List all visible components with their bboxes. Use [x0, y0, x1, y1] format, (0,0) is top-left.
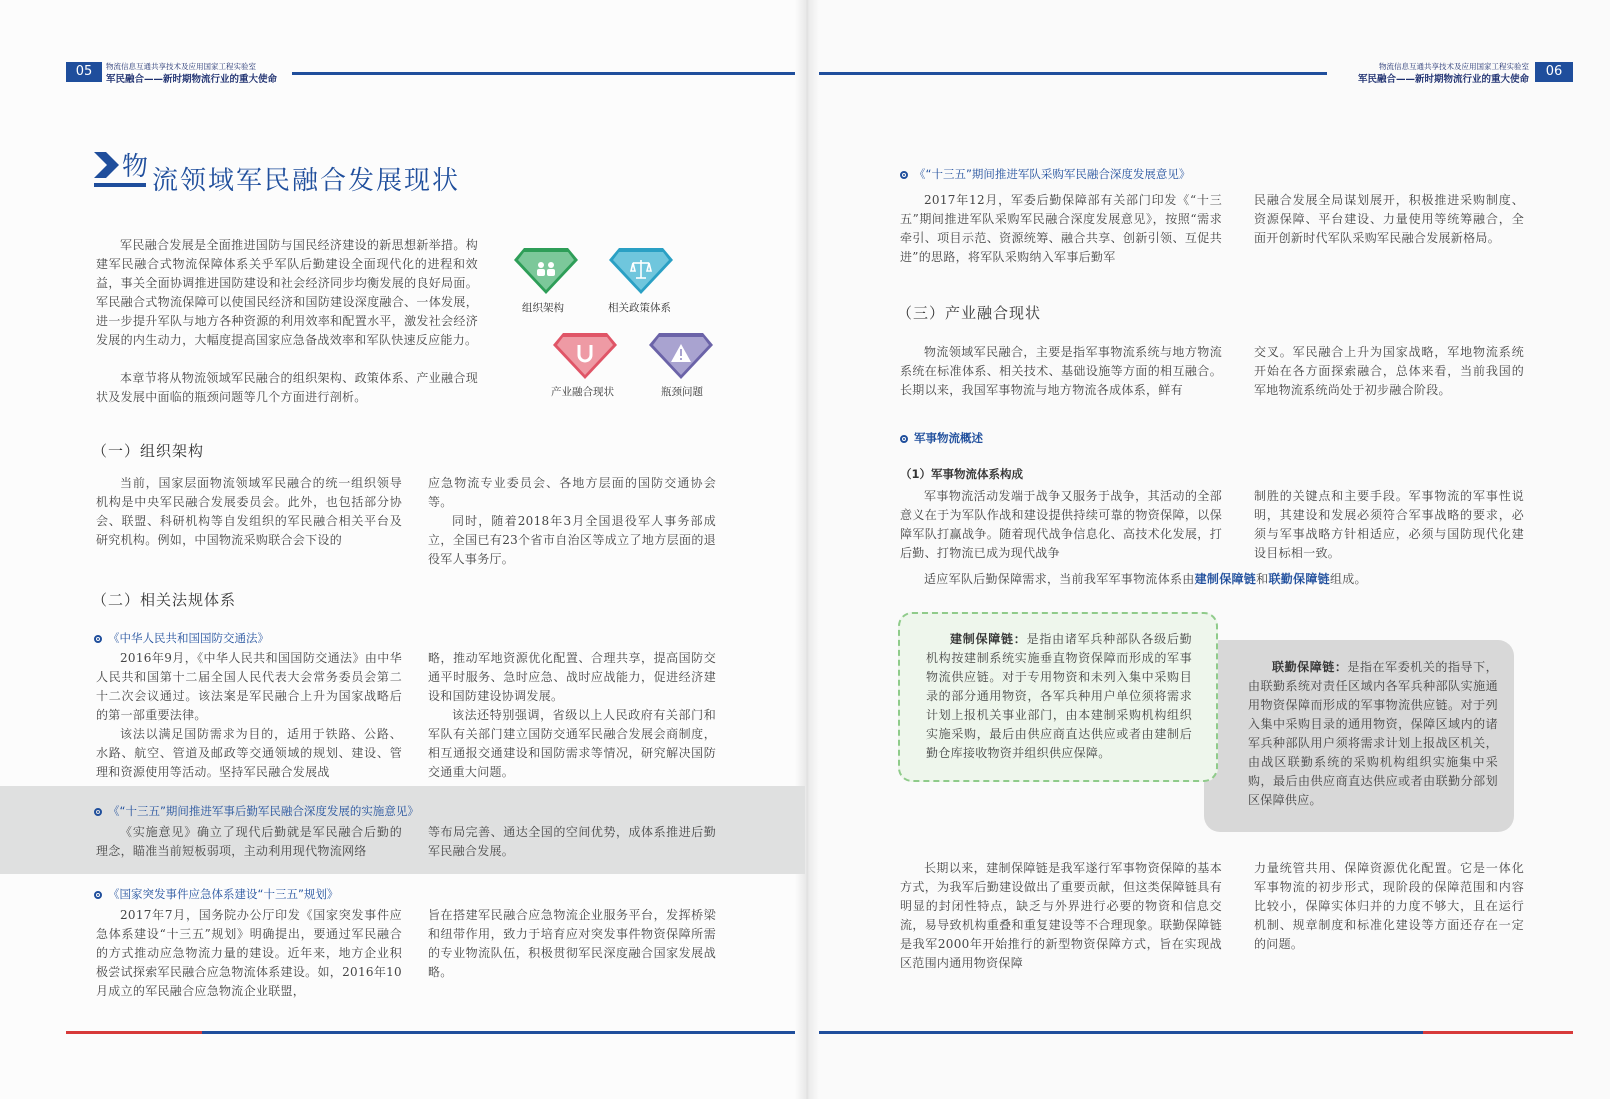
b2-col1: 《实施意见》确立了现代后勤就是军民融合后勤的理念，瞄准当前短板弱项，主动利用现代物流网络: [96, 825, 402, 858]
title-underline: [94, 183, 146, 187]
section3-heading: （三）产业融合现状: [897, 304, 1042, 322]
section1-col2b: 同时，随着2018年3月全国退役军人事务部成立，全国已有23个省市自治区等成立了地方层面的退役军人事务厅。: [428, 514, 716, 566]
intro-paragraph-1: 军民融合发展是全面推进国防与国民经济建设的新思想新举措。构建军民融合式物流保障体系关乎军队后勤建设全面现代化的进程和效益，事关全面协调推进国防建设和社会经济同步均衡发展的良好局面。军民融合式物流保障可以使国民经济和国防建设深度融合、一体发展，进一步提升军队与地方各种资源的利用效率和配置水平，激发社会经济发展的内生动力，大幅度提高国家应急备战效率和军队快速反应能力。: [96, 238, 478, 347]
jianzhi-text: 建制保障链：是指由诸军兵种部队各级后勤机构按建制系统实施垂直物资保障而形成的军事物流供应链。对于专用物资和未列入集中采购目录的部分通用物资，各军兵种用户单位须将需求计划上报机关事业部门，由本建制采购机构组织实施采购，最后由供应商直达供应或者由建制后勤仓库接收物资并组织供应保障。: [926, 632, 1192, 760]
b3-col2: 旨在搭建军民融合应急物流企业服务平台，发挥桥梁和纽带作用，致力于培育应对突发事件物资保障所需的专业物流队伍，积极贯彻军民深度融合国家发展战略。: [428, 908, 716, 979]
diamond-label-policy: 相关政策体系: [608, 302, 671, 314]
bullet-title: 《“十三五”期间推进军事后勤军民融合深度发展的实施意见》: [108, 804, 419, 818]
right-footer-blue-rule: [819, 1031, 1423, 1034]
bullet-dot-icon: [94, 891, 102, 899]
book-spine: [795, 0, 819, 1099]
bullet-emergency-plan: [94, 886, 338, 902]
intro-paragraph-2: 本章节将从物流领域军民融合的组织架构、政策体系、产业融合现状及发展中面临的瓶颈问题等几个方面进行剖析。: [96, 371, 478, 404]
left-footer-red-rule: [66, 1031, 202, 1034]
highlight-lianqin: 联勤保障链: [1268, 572, 1330, 586]
bullet-dot-icon: [94, 808, 102, 816]
bullet-title: 军事物流概述: [914, 431, 983, 445]
b2-col2: 等布局完善、通达全国的空间优势，成体系推进后勤军民融合发展。: [428, 825, 716, 858]
section1-col1: 当前，国家层面物流领域军民融合的统一组织领导机构是中央军民融合发展委员会。此外，也包括部分协会、联盟、科研机构等自发组织的军民融合相关平台及研究机构。例如，中国物流采购联合会下设的: [96, 476, 402, 547]
bullet-dot-icon: [94, 635, 102, 643]
diamond-label-bottleneck: 瓶颈问题: [661, 386, 703, 398]
sub1-heading: （1）军事物流体系构成: [900, 467, 1024, 481]
right-lab-name: 物流信息互通共享技术及应用国家工程实验室: [1379, 62, 1529, 71]
highlight-jianzhi: 建制保障链: [1194, 572, 1257, 586]
sub1-composition-line: 适应军队后勤保障需求，当前我军军事物流体系由建制保障链和联勤保障链组成。: [924, 572, 1367, 586]
right-footer-red-rule: [1423, 1031, 1573, 1034]
diamond-label-industry: 产业融合现状: [551, 386, 614, 398]
section3-col1: 物流领域军民融合，主要是指军事物流系统与地方物流系统在标准体系、相关技术、基础设施等方面的相互融合。长期以来，我国军事物流与地方物流各成体系，鲜有: [900, 345, 1222, 397]
section3-col2: 交叉。军民融合上升为国家战略，军地物流系统开始在各方面探索融合，总体来看，当前我国的军地物流系统尚处于初步融合阶段。: [1254, 345, 1524, 397]
section1-col2a: 应急物流专业委员会、各地方层面的国防交通协会等。: [428, 476, 716, 509]
final-col2: 力量统管共用、保障资源优化配置。它是一体化军事物流的初步形式，现阶段的保障范围和内容比较小，保障实体归并的力度不够大，且在运行机制、规章制度和标准化建设等方面还存在一定的问题。: [1254, 861, 1524, 951]
left-page-number: 05: [66, 62, 102, 82]
right-page-number: 06: [1535, 62, 1573, 82]
b1-col1b: 该法以满足国防需求为目的，适用于铁路、公路、水路、航空、管道及邮政等交通领域的规划、建设、管理和资源使用等活动。坚持军民融合发展战: [96, 727, 402, 779]
final-col1: 长期以来，建制保障链是我军遂行军事物资保障的基本方式，为我军后勤建设做出了重要贡献，但这类保障链具有明显的封闭性特点，缺乏与外界进行必要的物资和信息交流，易导致机构重叠和重复建设等不合理现象。联勤保障链是我军2000年开始推行的新型物资保障方式，旨在实现战区范围内通用物资保障: [900, 861, 1222, 970]
section2-heading: （二）相关法规体系: [92, 591, 237, 609]
b1-col1a: 2016年9月，《中华人民共和国国防交通法》由中华人民共和国第十二届全国人民代表大会常务委员会第二十二次会议通过。该法案是军民融合上升为国家战略后的第一部重要法律。: [96, 651, 402, 722]
lianqin-text: 联勤保障链：是指在军委机关的指导下，由联勤系统对责任区域内各军兵种部队实施通用物资保障而形成的军事物流供应链。对于列入集中采购目录的通用物资，保障区域内的诸军兵种部队用户须将需求计划上报战区机关，由战区联勤系统的采购机构组织实施集中采购，最后由供应商直达供应或者由联勤分部划区保障供应。: [1248, 660, 1498, 807]
bullet-dot-icon: [900, 435, 908, 443]
right-header-subtitle: 军民融合——新时期物流行业的重大使命: [1357, 74, 1529, 85]
bullet-dot-icon: [900, 171, 908, 179]
page-title: 流领域军民融合发展现状: [152, 166, 461, 196]
diamond-industry: [553, 333, 617, 381]
left-lab-name: 物流信息互通共享技术及应用国家工程实验室: [106, 62, 256, 71]
diamond-policy: [609, 248, 673, 296]
right-header-rule: [819, 72, 1327, 75]
b3-col1: 2017年7月，国务院办公厅印发《国家突发事件应急体系建设“十三五”规划》明确提出，要通过军民融合的方式推动应急物流力量的建设。近年来，地方企业积极尝试探索军民融合应急物流体系建设。如，2016年10月成立的军民融合应急物流企业联盟，: [96, 908, 402, 998]
bullet-logistics-opinion: [94, 803, 419, 819]
diamond-label-organization: 组织架构: [522, 302, 564, 314]
b1-col2b: 该法还特别强调，省级以上人民政府有关部门和军队有关部门建立国防交通军民融合发展会商制度，相互通报交通建设和国防需求等情况，研究解决国防交通重大问题。: [428, 708, 716, 779]
left-footer-blue-rule: [202, 1031, 795, 1034]
diamond-bottleneck: [649, 333, 713, 381]
left-header-subtitle: 军民融合——新时期物流行业的重大使命: [106, 74, 278, 85]
bullet-title: 《国家突发事件应急体系建设“十三五”规划》: [108, 887, 339, 901]
left-header-rule: [292, 72, 795, 75]
sub1-col2: 制胜的关键点和主要手段。军事物流的军事性说明，其建设和发展必须符合军事战略的要求，必须与军事战略方针相适应，必须与国防现代化建设目标相一致。: [1254, 489, 1524, 560]
bullet-title: 《中华人民共和国国防交通法》: [108, 631, 269, 645]
bullet-procurement-opinion: [900, 166, 1190, 182]
b4-col1: 2017年12月，军委后勤保障部有关部门印发《“十三五”期间推进军队采购军民融合深度发展意见》，按照“需求牵引、项目示范、资源统筹、融合共享、创新引领、互促共进”的思路，将军队采购纳入军事后勤军: [900, 193, 1222, 264]
b4-col2: 民融合发展全局谋划展开，积极推进采购制度、资源保障、平台建设、力量使用等统筹融合，全面开创新时代军队采购军民融合发展新格局。: [1254, 193, 1524, 245]
bullet-military-logistics: [900, 430, 983, 446]
b1-col2a: 略，推动军地资源优化配置、合理共享，提高国防交通平时服务、急时应急、战时应战能力，促进经济建设和国防建设协调发展。: [428, 651, 716, 703]
sub1-col1: 军事物流活动发端于战争又服务于战争，其活动的全部意义在于为军队作战和建设提供持续可靠的物资保障，以保障军队打赢战争。随着现代战争信息化、高技术化发展，打后勤、打物流已成为现代战争: [900, 489, 1222, 560]
bullet-defense-transport-law: [94, 630, 269, 646]
diamond-organization: [514, 248, 578, 296]
section1-heading: （一）组织架构: [92, 442, 205, 460]
bullet-title: 《“十三五”期间推进军队采购军民融合深度发展意见》: [914, 167, 1191, 181]
title-first-char: 物: [122, 152, 149, 182]
title-chevron-icon: [92, 150, 122, 180]
